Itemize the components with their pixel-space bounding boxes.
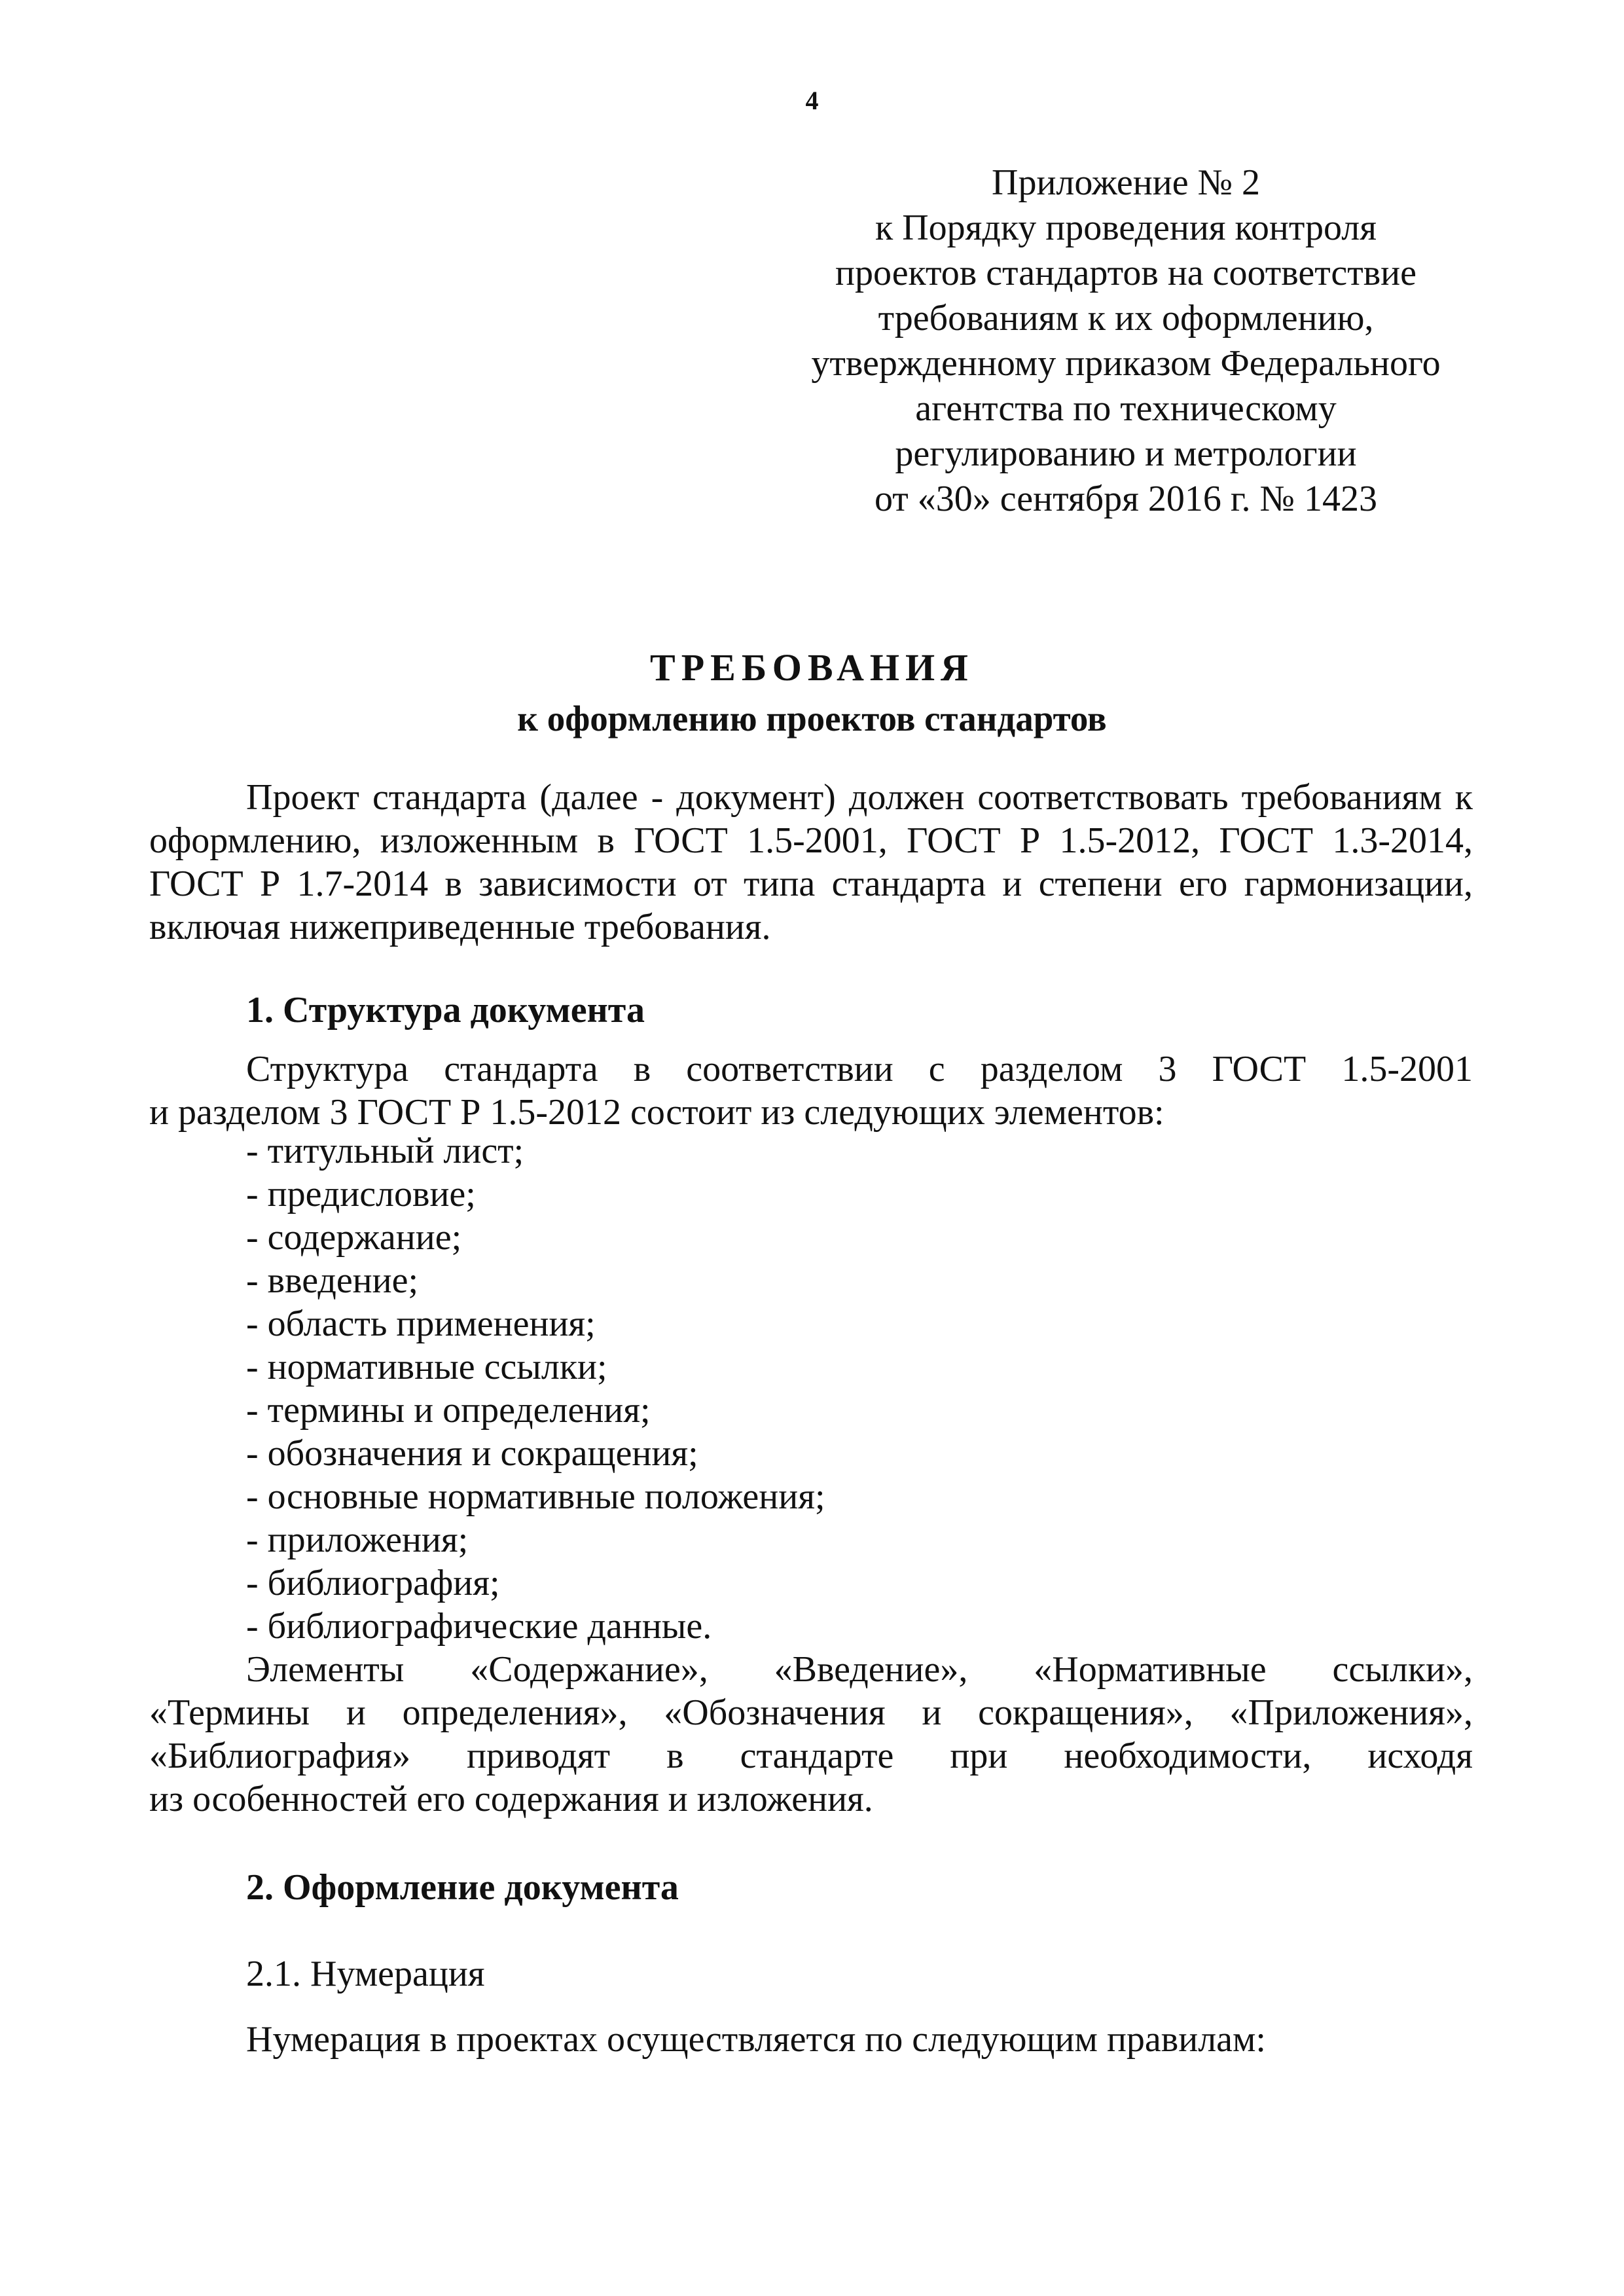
list-item: - приложения;: [246, 1520, 469, 1560]
list-item: - термины и определения;: [246, 1390, 651, 1430]
list-item: - обозначения и сокращения;: [246, 1433, 698, 1474]
appendix-line: от «30» сентября 2016 г. № 1423: [875, 479, 1377, 519]
document-subtitle: к оформлению проектов стандартов: [517, 699, 1107, 738]
document-title: ТРЕБОВАНИЯ: [650, 646, 974, 689]
appendix-line: проектов стандартов на соответствие: [835, 253, 1416, 293]
appendix-line: регулированию и метрологии: [895, 433, 1357, 474]
optional-elements-line: «Библиография» приводят в стандарте при необходимости, исходя: [149, 1736, 1473, 1776]
appendix-line: к Порядку проведения контроля: [875, 208, 1377, 248]
list-item: - основные нормативные положения;: [246, 1476, 825, 1517]
appendix-reference-block: [766, 160, 1486, 522]
intro-line: ГОСТ Р 1.7-2014 в зависимости от типа стандарта и степени его гармонизации,: [149, 864, 1473, 904]
list-item: - нормативные ссылки;: [246, 1347, 607, 1387]
list-item: - титульный лист;: [246, 1131, 524, 1171]
appendix-line: требованиям к их оформлению,: [878, 298, 1374, 338]
optional-elements-paragraph: [149, 1648, 1473, 1821]
appendix-line: агентства по техническому: [915, 388, 1337, 429]
list-item: - предисловие;: [246, 1174, 476, 1214]
section-1-heading: 1. Структура документа: [246, 990, 645, 1030]
list-item: - содержание;: [246, 1217, 462, 1258]
structure-elements-list: [246, 1129, 825, 1648]
optional-elements-line: «Термины и определения», «Обозначения и сокращения», «Приложения»,: [149, 1692, 1473, 1733]
structure-paragraph: [149, 1048, 1473, 1134]
list-item: - библиография;: [246, 1563, 500, 1603]
numbering-paragraph: Нумерация в проектах осуществляется по следующим правилам:: [246, 2019, 1266, 2060]
intro-paragraph: [149, 776, 1473, 949]
structure-line: Структура стандарта в соответствии с разделом 3 ГОСТ 1.5-2001: [246, 1049, 1473, 1089]
optional-elements-line: Элементы «Содержание», «Введение», «Нормативные ссылки»,: [246, 1649, 1473, 1690]
optional-elements-line: из особенностей его содержания и изложения.: [149, 1779, 873, 1819]
section-2-heading: 2. Оформление документа: [246, 1867, 679, 1908]
list-item: - область применения;: [246, 1303, 596, 1344]
intro-line: Проект стандарта (далее - документ) должен соответствовать требованиям к: [246, 777, 1473, 818]
appendix-line: Приложение № 2: [992, 162, 1260, 203]
structure-line: и разделом 3 ГОСТ Р 1.5-2012 состоит из следующих элементов:: [149, 1092, 1164, 1133]
intro-line: включая нижеприведенные требования.: [149, 907, 771, 947]
appendix-line: утвержденному приказом Федерального: [811, 343, 1441, 384]
page-number: 4: [805, 86, 819, 115]
list-item: - библиографические данные.: [246, 1606, 712, 1647]
list-item: - введение;: [246, 1260, 419, 1301]
subsection-2-1-heading: 2.1. Нумерация: [246, 1954, 485, 1994]
intro-line: оформлению, изложенным в ГОСТ 1.5-2001, ГОСТ Р 1.5-2012, ГОСТ 1.3-2014,: [149, 820, 1473, 861]
